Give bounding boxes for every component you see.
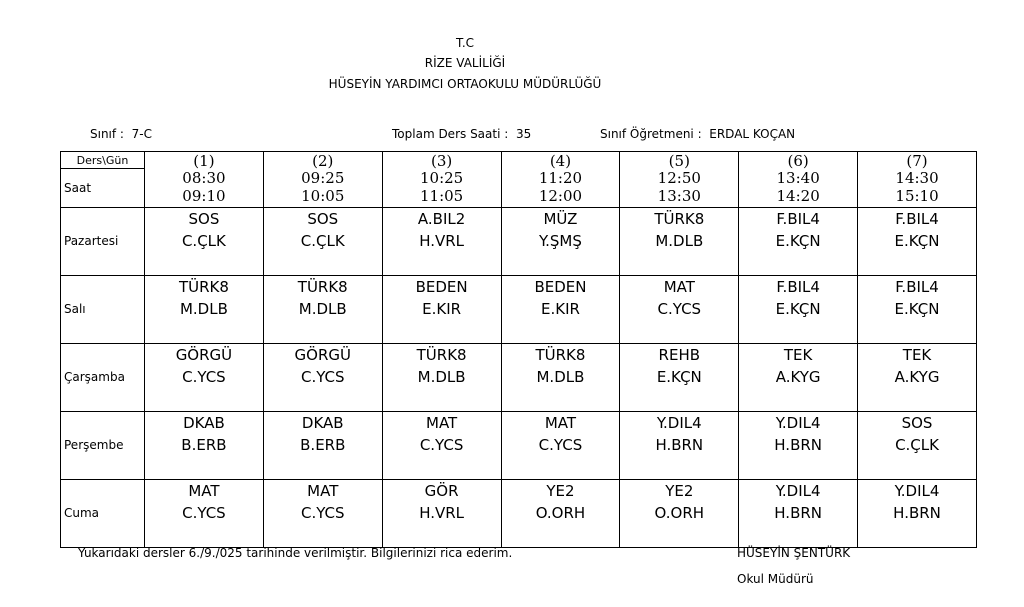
total-hours-label: Toplam Ders Saati : [392, 127, 509, 141]
lesson-cell [263, 207, 382, 275]
lesson-subject: TEK [902, 345, 932, 364]
lesson-teacher: M.DLB [536, 367, 585, 386]
lesson-teacher: E.KÇN [894, 231, 940, 250]
lesson-subject: SOS [901, 413, 933, 432]
lesson-teacher: M.DLB [655, 231, 704, 250]
lesson-subject: YE2 [546, 481, 575, 500]
lesson-teacher: C.YCS [300, 367, 345, 386]
lesson-teacher: C.ÇLK [895, 435, 939, 454]
day-row [61, 275, 977, 343]
lesson-teacher: B.ERB [300, 435, 346, 454]
lesson-cell [145, 275, 264, 343]
lesson-teacher: M.DLB [298, 299, 347, 318]
period-end: 11:05 [419, 186, 464, 205]
lesson-teacher: H.VRL [419, 231, 465, 250]
schedule-table [60, 151, 977, 548]
day-label: Pazartesi [61, 207, 145, 275]
class-info [90, 127, 152, 141]
header-governorship: RİZE VALİLİĞİ [424, 56, 506, 70]
lesson-teacher: C.YCS [538, 435, 583, 454]
lesson-cell [858, 343, 977, 411]
lesson-teacher: E.KÇN [775, 299, 821, 318]
lesson-subject: F.BIL4 [895, 277, 939, 296]
period-end: 15:10 [895, 186, 939, 205]
lesson-cell [263, 275, 382, 343]
lesson-cell [501, 207, 620, 275]
lesson-cell [739, 275, 858, 343]
lesson-teacher: H.BRN [893, 503, 941, 522]
lesson-subject: DKAB [301, 413, 344, 432]
lesson-cell [858, 207, 977, 275]
period-start: 14:30 [895, 168, 939, 187]
lesson-cell [739, 411, 858, 479]
lesson-cell [382, 207, 501, 275]
lesson-teacher: Y.ŞMŞ [539, 231, 582, 250]
period-end: 09:10 [182, 186, 226, 205]
lesson-teacher: M.DLB [417, 367, 466, 386]
lesson-cell [739, 207, 858, 275]
lesson-teacher: A.KYG [894, 367, 940, 386]
principal-name: HÜSEYİN ŞENTÜRK [737, 546, 851, 560]
period-start: 13:40 [776, 168, 820, 187]
period-header-row [61, 152, 977, 169]
lesson-cell [501, 479, 620, 547]
lesson-subject: Y.DIL4 [775, 413, 821, 432]
lesson-subject: SOS [307, 209, 339, 228]
lesson-teacher: E.KIR [540, 299, 580, 318]
lesson-teacher: C.YCS [182, 367, 226, 386]
period-end: 14:20 [776, 186, 820, 205]
lesson-subject: MAT [663, 277, 695, 296]
lesson-cell [501, 343, 620, 411]
total-hours-info [392, 127, 531, 141]
lesson-cell [858, 275, 977, 343]
lesson-subject: MAT [544, 413, 577, 432]
lesson-cell [263, 411, 382, 479]
lesson-subject: F.BIL4 [776, 277, 820, 296]
lesson-cell [501, 275, 620, 343]
day-label: Cuma [61, 479, 145, 547]
period-number: (4) [501, 152, 620, 169]
class-teacher-value: ERDAL KOÇAN [709, 127, 796, 141]
lesson-cell [620, 207, 739, 275]
day-label: Salı [61, 275, 145, 343]
lesson-cell [501, 411, 620, 479]
lesson-teacher: C.ÇLK [300, 231, 345, 250]
period-start: 10:25 [419, 168, 464, 187]
lesson-cell [263, 343, 382, 411]
period-time [263, 169, 382, 208]
day-label: Çarşamba [61, 343, 145, 411]
period-time [858, 169, 977, 208]
lesson-subject: TÜRK8 [535, 345, 586, 364]
day-row [61, 479, 977, 547]
class-label: Sınıf : [90, 127, 124, 141]
lesson-cell [382, 275, 501, 343]
lesson-cell [620, 343, 739, 411]
lesson-teacher: A.KYG [775, 367, 821, 386]
lesson-teacher: E.KÇN [894, 299, 940, 318]
lesson-teacher: C.YCS [419, 435, 464, 454]
header-tc: T.C [455, 36, 475, 50]
period-number: (6) [739, 152, 858, 169]
class-teacher-info [600, 127, 795, 141]
day-row [61, 411, 977, 479]
lesson-teacher: O.ORH [535, 503, 586, 522]
lesson-subject: TÜRK8 [416, 345, 467, 364]
day-rows [61, 207, 977, 547]
period-start: 12:50 [657, 168, 701, 187]
period-start: 08:30 [182, 168, 226, 187]
day-row [61, 207, 977, 275]
period-time [501, 169, 620, 208]
period-number: (5) [620, 152, 739, 169]
lesson-cell [858, 479, 977, 547]
lesson-subject: BEDEN [534, 277, 587, 296]
lesson-subject: GÖRGÜ [175, 345, 233, 364]
lesson-subject: TEK [783, 345, 813, 364]
lesson-subject: REHB [658, 345, 701, 364]
principal-title: Okul Müdürü [737, 572, 814, 586]
lesson-teacher: M.DLB [179, 299, 228, 318]
corner-label: Ders\Gün [61, 152, 145, 169]
lesson-teacher: B.ERB [181, 435, 227, 454]
class-teacher-label: Sınıf Öğretmeni : [600, 127, 702, 141]
lesson-teacher: E.KIR [422, 299, 462, 318]
total-hours-value: 35 [515, 127, 532, 141]
lesson-subject: TÜRK8 [654, 209, 705, 228]
period-end: 10:05 [301, 186, 345, 205]
period-end: 13:30 [657, 186, 701, 205]
lesson-subject: SOS [188, 209, 220, 228]
lesson-teacher: C.YCS [657, 299, 702, 318]
lesson-subject: MÜZ [543, 209, 578, 228]
lesson-teacher: H.BRN [774, 435, 822, 454]
lesson-cell [858, 411, 977, 479]
lesson-cell [145, 207, 264, 275]
period-time [620, 169, 739, 208]
period-time [145, 169, 264, 208]
lesson-cell [739, 343, 858, 411]
lesson-subject: A.BIL2 [417, 209, 466, 228]
lesson-cell [382, 479, 501, 547]
lesson-subject: F.BIL4 [895, 209, 939, 228]
lesson-cell [620, 479, 739, 547]
period-number: (1) [145, 152, 264, 169]
day-row [61, 343, 977, 411]
header-school: HÜSEYİN YARDIMCI ORTAOKULU MÜDÜRLÜĞÜ [328, 77, 602, 91]
lesson-teacher: H.BRN [774, 503, 822, 522]
class-value: 7-C [131, 127, 152, 141]
period-number: (7) [858, 152, 977, 169]
lesson-subject: Y.DIL4 [656, 413, 702, 432]
period-end: 12:00 [538, 186, 583, 205]
time-row [61, 169, 977, 208]
lesson-teacher: H.BRN [655, 435, 704, 454]
lesson-subject: Y.DIL4 [894, 481, 940, 500]
lesson-cell [739, 479, 858, 547]
lesson-teacher: E.KÇN [656, 367, 702, 386]
lesson-cell [145, 479, 264, 547]
lesson-teacher: C.ÇLK [181, 231, 226, 250]
period-start: 09:25 [301, 168, 345, 187]
period-start: 11:20 [538, 168, 583, 187]
lesson-cell [382, 343, 501, 411]
lesson-subject: BEDEN [415, 277, 468, 296]
lesson-cell [382, 411, 501, 479]
lesson-subject: GÖR [424, 481, 459, 500]
lesson-subject: Y.DIL4 [775, 481, 821, 500]
period-time [382, 169, 501, 208]
lesson-subject: F.BIL4 [776, 209, 820, 228]
lesson-subject: TÜRK8 [297, 277, 348, 296]
lesson-teacher: C.YCS [300, 503, 345, 522]
lesson-subject: MAT [307, 481, 339, 500]
lesson-subject: MAT [426, 413, 458, 432]
lesson-cell [620, 275, 739, 343]
period-number: (3) [382, 152, 501, 169]
lesson-subject: DKAB [183, 413, 225, 432]
lesson-cell [145, 343, 264, 411]
lesson-subject: MAT [188, 481, 220, 500]
lesson-subject: TÜRK8 [178, 277, 229, 296]
period-time [739, 169, 858, 208]
period-number: (2) [263, 152, 382, 169]
lesson-subject: GÖRGÜ [294, 345, 351, 364]
lesson-subject: YE2 [665, 481, 694, 500]
time-row-label: Saat [61, 169, 145, 208]
lesson-cell [145, 411, 264, 479]
lesson-teacher: H.VRL [419, 503, 465, 522]
footer-note: Yukarıdaki dersler 6./9./025 tarihinde verilmiştir. Bilgilerinizi rica ederim. [78, 546, 513, 560]
lesson-cell [620, 411, 739, 479]
day-label: Perşembe [61, 411, 145, 479]
lesson-teacher: O.ORH [654, 503, 705, 522]
lesson-teacher: E.KÇN [775, 231, 821, 250]
lesson-cell [263, 479, 382, 547]
lesson-teacher: C.YCS [182, 503, 226, 522]
